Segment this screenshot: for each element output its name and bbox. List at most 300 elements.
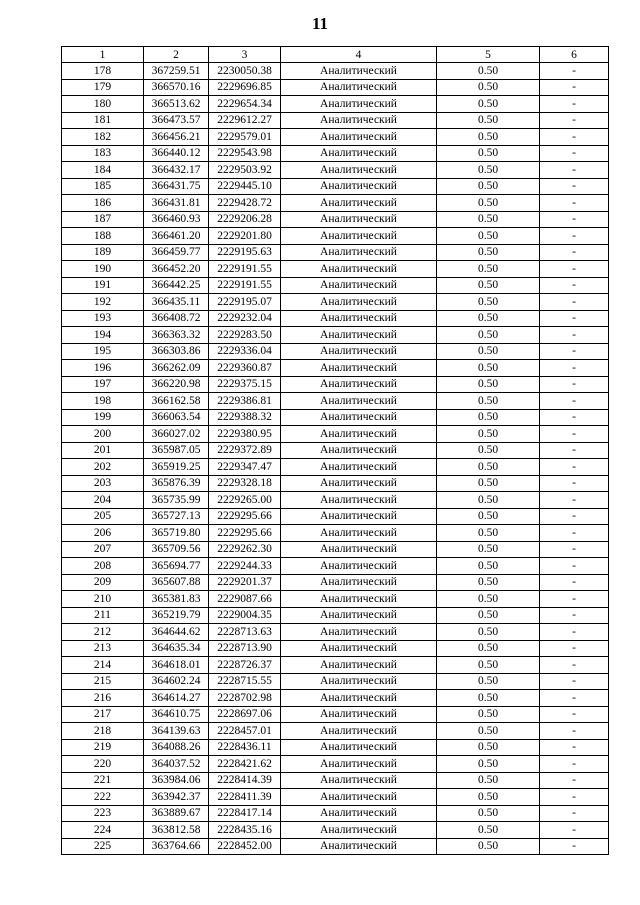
point-number-cell: 222 bbox=[62, 789, 144, 806]
note-cell: - bbox=[540, 310, 609, 327]
x-coordinate-cell: 366432.17 bbox=[144, 162, 209, 179]
note-cell: - bbox=[540, 805, 609, 822]
table-row bbox=[62, 640, 609, 657]
method-cell: Аналитический bbox=[281, 79, 437, 96]
accuracy-cell: 0.50 bbox=[437, 805, 540, 822]
page-number: 11 bbox=[311, 14, 329, 33]
point-number-cell: 191 bbox=[62, 277, 144, 294]
x-coordinate-cell: 366570.16 bbox=[144, 79, 209, 96]
accuracy-cell: 0.50 bbox=[437, 178, 540, 195]
y-coordinate-cell: 2228452.00 bbox=[209, 838, 281, 855]
y-coordinate-cell: 2229386.81 bbox=[209, 393, 281, 410]
point-number-cell: 205 bbox=[62, 508, 144, 525]
note-cell: - bbox=[540, 838, 609, 855]
method-cell: Аналитический bbox=[281, 591, 437, 608]
y-coordinate-cell: 2229347.47 bbox=[209, 459, 281, 476]
accuracy-cell: 0.50 bbox=[437, 376, 540, 393]
table-row bbox=[62, 376, 609, 393]
y-coordinate-cell: 2229445.10 bbox=[209, 178, 281, 195]
note-cell: - bbox=[540, 360, 609, 377]
x-coordinate-cell: 364139.63 bbox=[144, 723, 209, 740]
method-cell: Аналитический bbox=[281, 508, 437, 525]
point-number-cell: 200 bbox=[62, 426, 144, 443]
y-coordinate-cell: 2228713.63 bbox=[209, 624, 281, 641]
accuracy-cell: 0.50 bbox=[437, 607, 540, 624]
note-cell: - bbox=[540, 376, 609, 393]
accuracy-cell: 0.50 bbox=[437, 558, 540, 575]
point-number-cell: 178 bbox=[62, 63, 144, 80]
x-coordinate-cell: 366442.25 bbox=[144, 277, 209, 294]
x-coordinate-cell: 364614.27 bbox=[144, 690, 209, 707]
y-coordinate-cell: 2228457.01 bbox=[209, 723, 281, 740]
accuracy-cell: 0.50 bbox=[437, 541, 540, 558]
accuracy-cell: 0.50 bbox=[437, 79, 540, 96]
note-cell: - bbox=[540, 145, 609, 162]
accuracy-cell: 0.50 bbox=[437, 772, 540, 789]
y-coordinate-cell: 2229201.80 bbox=[209, 228, 281, 245]
column-header: 5 bbox=[437, 47, 540, 63]
method-cell: Аналитический bbox=[281, 162, 437, 179]
accuracy-cell: 0.50 bbox=[437, 327, 540, 344]
y-coordinate-cell: 2229654.34 bbox=[209, 96, 281, 113]
y-coordinate-cell: 2229375.15 bbox=[209, 376, 281, 393]
point-number-cell: 217 bbox=[62, 706, 144, 723]
table-header-row bbox=[62, 47, 609, 63]
note-cell: - bbox=[540, 96, 609, 113]
note-cell: - bbox=[540, 541, 609, 558]
table-row bbox=[62, 541, 609, 558]
table-body bbox=[62, 63, 609, 855]
point-number-cell: 188 bbox=[62, 228, 144, 245]
x-coordinate-cell: 365727.13 bbox=[144, 508, 209, 525]
note-cell: - bbox=[540, 756, 609, 773]
method-cell: Аналитический bbox=[281, 706, 437, 723]
table-row bbox=[62, 343, 609, 360]
x-coordinate-cell: 366440.12 bbox=[144, 145, 209, 162]
method-cell: Аналитический bbox=[281, 228, 437, 245]
x-coordinate-cell: 364610.75 bbox=[144, 706, 209, 723]
method-cell: Аналитический bbox=[281, 63, 437, 80]
table-row bbox=[62, 772, 609, 789]
method-cell: Аналитический bbox=[281, 607, 437, 624]
accuracy-cell: 0.50 bbox=[437, 129, 540, 146]
y-coordinate-cell: 2229612.27 bbox=[209, 112, 281, 129]
y-coordinate-cell: 2229201.37 bbox=[209, 574, 281, 591]
accuracy-cell: 0.50 bbox=[437, 360, 540, 377]
point-number-cell: 221 bbox=[62, 772, 144, 789]
point-number-cell: 206 bbox=[62, 525, 144, 542]
point-number-cell: 209 bbox=[62, 574, 144, 591]
x-coordinate-cell: 366303.86 bbox=[144, 343, 209, 360]
point-number-cell: 214 bbox=[62, 657, 144, 674]
method-cell: Аналитический bbox=[281, 822, 437, 839]
note-cell: - bbox=[540, 343, 609, 360]
x-coordinate-cell: 365919.25 bbox=[144, 459, 209, 476]
method-cell: Аналитический bbox=[281, 640, 437, 657]
point-number-cell: 197 bbox=[62, 376, 144, 393]
x-coordinate-cell: 366431.81 bbox=[144, 195, 209, 212]
y-coordinate-cell: 2229232.04 bbox=[209, 310, 281, 327]
point-number-cell: 196 bbox=[62, 360, 144, 377]
accuracy-cell: 0.50 bbox=[437, 640, 540, 657]
x-coordinate-cell: 366456.21 bbox=[144, 129, 209, 146]
note-cell: - bbox=[540, 525, 609, 542]
table-row bbox=[62, 277, 609, 294]
table-row bbox=[62, 145, 609, 162]
note-cell: - bbox=[540, 244, 609, 261]
accuracy-cell: 0.50 bbox=[437, 145, 540, 162]
table-row bbox=[62, 211, 609, 228]
y-coordinate-cell: 2229696.85 bbox=[209, 79, 281, 96]
column-header: 2 bbox=[144, 47, 209, 63]
table-row bbox=[62, 805, 609, 822]
point-number-cell: 220 bbox=[62, 756, 144, 773]
accuracy-cell: 0.50 bbox=[437, 525, 540, 542]
column-header: 4 bbox=[281, 47, 437, 63]
table-row bbox=[62, 409, 609, 426]
y-coordinate-cell: 2229283.50 bbox=[209, 327, 281, 344]
table-row bbox=[62, 426, 609, 443]
point-number-cell: 211 bbox=[62, 607, 144, 624]
x-coordinate-cell: 366513.62 bbox=[144, 96, 209, 113]
x-coordinate-cell: 363764.66 bbox=[144, 838, 209, 855]
point-number-cell: 187 bbox=[62, 211, 144, 228]
x-coordinate-cell: 364644.62 bbox=[144, 624, 209, 641]
table-row bbox=[62, 657, 609, 674]
accuracy-cell: 0.50 bbox=[437, 624, 540, 641]
accuracy-cell: 0.50 bbox=[437, 195, 540, 212]
note-cell: - bbox=[540, 261, 609, 278]
x-coordinate-cell: 365694.77 bbox=[144, 558, 209, 575]
accuracy-cell: 0.50 bbox=[437, 723, 540, 740]
table-row bbox=[62, 574, 609, 591]
note-cell: - bbox=[540, 442, 609, 459]
note-cell: - bbox=[540, 739, 609, 756]
table-row bbox=[62, 789, 609, 806]
method-cell: Аналитический bbox=[281, 838, 437, 855]
table-row bbox=[62, 261, 609, 278]
note-cell: - bbox=[540, 294, 609, 311]
method-cell: Аналитический bbox=[281, 574, 437, 591]
method-cell: Аналитический bbox=[281, 673, 437, 690]
y-coordinate-cell: 2229295.66 bbox=[209, 508, 281, 525]
point-number-cell: 201 bbox=[62, 442, 144, 459]
table-row bbox=[62, 756, 609, 773]
method-cell: Аналитический bbox=[281, 442, 437, 459]
point-number-cell: 192 bbox=[62, 294, 144, 311]
point-number-cell: 180 bbox=[62, 96, 144, 113]
accuracy-cell: 0.50 bbox=[437, 673, 540, 690]
note-cell: - bbox=[540, 574, 609, 591]
method-cell: Аналитический bbox=[281, 772, 437, 789]
x-coordinate-cell: 366473.57 bbox=[144, 112, 209, 129]
accuracy-cell: 0.50 bbox=[437, 739, 540, 756]
table-row bbox=[62, 690, 609, 707]
column-header: 6 bbox=[540, 47, 609, 63]
point-number-cell: 186 bbox=[62, 195, 144, 212]
note-cell: - bbox=[540, 822, 609, 839]
x-coordinate-cell: 366461.20 bbox=[144, 228, 209, 245]
method-cell: Аналитический bbox=[281, 426, 437, 443]
point-number-cell: 184 bbox=[62, 162, 144, 179]
table-row bbox=[62, 79, 609, 96]
point-number-cell: 207 bbox=[62, 541, 144, 558]
accuracy-cell: 0.50 bbox=[437, 96, 540, 113]
x-coordinate-cell: 363889.67 bbox=[144, 805, 209, 822]
note-cell: - bbox=[540, 673, 609, 690]
note-cell: - bbox=[540, 706, 609, 723]
note-cell: - bbox=[540, 195, 609, 212]
table-row bbox=[62, 822, 609, 839]
point-number-cell: 204 bbox=[62, 492, 144, 509]
x-coordinate-cell: 364037.52 bbox=[144, 756, 209, 773]
note-cell: - bbox=[540, 558, 609, 575]
accuracy-cell: 0.50 bbox=[437, 63, 540, 80]
y-coordinate-cell: 2229372.89 bbox=[209, 442, 281, 459]
table-row bbox=[62, 508, 609, 525]
y-coordinate-cell: 2229360.87 bbox=[209, 360, 281, 377]
y-coordinate-cell: 2229087.66 bbox=[209, 591, 281, 608]
x-coordinate-cell: 365607.88 bbox=[144, 574, 209, 591]
x-coordinate-cell: 365987.05 bbox=[144, 442, 209, 459]
note-cell: - bbox=[540, 657, 609, 674]
table-row bbox=[62, 310, 609, 327]
accuracy-cell: 0.50 bbox=[437, 492, 540, 509]
method-cell: Аналитический bbox=[281, 261, 437, 278]
table-row bbox=[62, 96, 609, 113]
y-coordinate-cell: 2228414.39 bbox=[209, 772, 281, 789]
x-coordinate-cell: 366459.77 bbox=[144, 244, 209, 261]
accuracy-cell: 0.50 bbox=[437, 426, 540, 443]
point-number-cell: 195 bbox=[62, 343, 144, 360]
method-cell: Аналитический bbox=[281, 624, 437, 641]
note-cell: - bbox=[540, 607, 609, 624]
y-coordinate-cell: 2229191.55 bbox=[209, 261, 281, 278]
method-cell: Аналитический bbox=[281, 475, 437, 492]
accuracy-cell: 0.50 bbox=[437, 574, 540, 591]
accuracy-cell: 0.50 bbox=[437, 294, 540, 311]
x-coordinate-cell: 364602.24 bbox=[144, 673, 209, 690]
point-number-cell: 216 bbox=[62, 690, 144, 707]
method-cell: Аналитический bbox=[281, 492, 437, 509]
point-number-cell: 194 bbox=[62, 327, 144, 344]
point-number-cell: 210 bbox=[62, 591, 144, 608]
y-coordinate-cell: 2229244.33 bbox=[209, 558, 281, 575]
table-row bbox=[62, 442, 609, 459]
point-number-cell: 215 bbox=[62, 673, 144, 690]
table-row bbox=[62, 178, 609, 195]
table-row bbox=[62, 294, 609, 311]
table-row bbox=[62, 673, 609, 690]
column-header: 1 bbox=[62, 47, 144, 63]
y-coordinate-cell: 2228702.98 bbox=[209, 690, 281, 707]
table-row bbox=[62, 723, 609, 740]
note-cell: - bbox=[540, 508, 609, 525]
point-number-cell: 181 bbox=[62, 112, 144, 129]
y-coordinate-cell: 2229191.55 bbox=[209, 277, 281, 294]
x-coordinate-cell: 364088.26 bbox=[144, 739, 209, 756]
y-coordinate-cell: 2229336.04 bbox=[209, 343, 281, 360]
point-number-cell: 223 bbox=[62, 805, 144, 822]
x-coordinate-cell: 364618.01 bbox=[144, 657, 209, 674]
note-cell: - bbox=[540, 393, 609, 410]
point-number-cell: 225 bbox=[62, 838, 144, 855]
x-coordinate-cell: 366460.93 bbox=[144, 211, 209, 228]
y-coordinate-cell: 2228411.39 bbox=[209, 789, 281, 806]
accuracy-cell: 0.50 bbox=[437, 228, 540, 245]
accuracy-cell: 0.50 bbox=[437, 211, 540, 228]
note-cell: - bbox=[540, 112, 609, 129]
table-row bbox=[62, 360, 609, 377]
point-number-cell: 189 bbox=[62, 244, 144, 261]
x-coordinate-cell: 366220.98 bbox=[144, 376, 209, 393]
table-row bbox=[62, 228, 609, 245]
note-cell: - bbox=[540, 789, 609, 806]
y-coordinate-cell: 2228421.62 bbox=[209, 756, 281, 773]
x-coordinate-cell: 366262.09 bbox=[144, 360, 209, 377]
point-number-cell: 219 bbox=[62, 739, 144, 756]
x-coordinate-cell: 365719.80 bbox=[144, 525, 209, 542]
note-cell: - bbox=[540, 591, 609, 608]
point-number-cell: 199 bbox=[62, 409, 144, 426]
table-row bbox=[62, 327, 609, 344]
method-cell: Аналитический bbox=[281, 756, 437, 773]
y-coordinate-cell: 2229262.30 bbox=[209, 541, 281, 558]
accuracy-cell: 0.50 bbox=[437, 393, 540, 410]
point-number-cell: 208 bbox=[62, 558, 144, 575]
y-coordinate-cell: 2228715.55 bbox=[209, 673, 281, 690]
x-coordinate-cell: 363942.37 bbox=[144, 789, 209, 806]
method-cell: Аналитический bbox=[281, 327, 437, 344]
point-number-cell: 198 bbox=[62, 393, 144, 410]
method-cell: Аналитический bbox=[281, 723, 437, 740]
accuracy-cell: 0.50 bbox=[437, 277, 540, 294]
point-number-cell: 193 bbox=[62, 310, 144, 327]
accuracy-cell: 0.50 bbox=[437, 442, 540, 459]
note-cell: - bbox=[540, 327, 609, 344]
y-coordinate-cell: 2228417.14 bbox=[209, 805, 281, 822]
method-cell: Аналитический bbox=[281, 657, 437, 674]
point-number-cell: 218 bbox=[62, 723, 144, 740]
x-coordinate-cell: 367259.51 bbox=[144, 63, 209, 80]
point-number-cell: 190 bbox=[62, 261, 144, 278]
method-cell: Аналитический bbox=[281, 360, 437, 377]
accuracy-cell: 0.50 bbox=[437, 244, 540, 261]
method-cell: Аналитический bbox=[281, 294, 437, 311]
table-row bbox=[62, 706, 609, 723]
coordinates-table bbox=[61, 46, 609, 855]
accuracy-cell: 0.50 bbox=[437, 756, 540, 773]
method-cell: Аналитический bbox=[281, 541, 437, 558]
table-row bbox=[62, 459, 609, 476]
x-coordinate-cell: 366431.75 bbox=[144, 178, 209, 195]
method-cell: Аналитический bbox=[281, 112, 437, 129]
method-cell: Аналитический bbox=[281, 178, 437, 195]
y-coordinate-cell: 2229428.72 bbox=[209, 195, 281, 212]
table-row bbox=[62, 129, 609, 146]
x-coordinate-cell: 365735.99 bbox=[144, 492, 209, 509]
accuracy-cell: 0.50 bbox=[437, 822, 540, 839]
method-cell: Аналитический bbox=[281, 310, 437, 327]
y-coordinate-cell: 2228435.16 bbox=[209, 822, 281, 839]
point-number-cell: 182 bbox=[62, 129, 144, 146]
y-coordinate-cell: 2229195.07 bbox=[209, 294, 281, 311]
y-coordinate-cell: 2230050.38 bbox=[209, 63, 281, 80]
y-coordinate-cell: 2229388.32 bbox=[209, 409, 281, 426]
point-number-cell: 202 bbox=[62, 459, 144, 476]
note-cell: - bbox=[540, 459, 609, 476]
note-cell: - bbox=[540, 63, 609, 80]
y-coordinate-cell: 2229004.35 bbox=[209, 607, 281, 624]
table-row bbox=[62, 475, 609, 492]
point-number-cell: 224 bbox=[62, 822, 144, 839]
method-cell: Аналитический bbox=[281, 459, 437, 476]
accuracy-cell: 0.50 bbox=[437, 343, 540, 360]
y-coordinate-cell: 2229195.63 bbox=[209, 244, 281, 261]
method-cell: Аналитический bbox=[281, 690, 437, 707]
accuracy-cell: 0.50 bbox=[437, 706, 540, 723]
accuracy-cell: 0.50 bbox=[437, 690, 540, 707]
x-coordinate-cell: 364635.34 bbox=[144, 640, 209, 657]
x-coordinate-cell: 366363.32 bbox=[144, 327, 209, 344]
x-coordinate-cell: 363984.06 bbox=[144, 772, 209, 789]
accuracy-cell: 0.50 bbox=[437, 310, 540, 327]
table-row bbox=[62, 492, 609, 509]
note-cell: - bbox=[540, 211, 609, 228]
point-number-cell: 213 bbox=[62, 640, 144, 657]
table-row bbox=[62, 558, 609, 575]
y-coordinate-cell: 2228436.11 bbox=[209, 739, 281, 756]
x-coordinate-cell: 365709.56 bbox=[144, 541, 209, 558]
x-coordinate-cell: 365876.39 bbox=[144, 475, 209, 492]
accuracy-cell: 0.50 bbox=[437, 789, 540, 806]
table-row bbox=[62, 838, 609, 855]
y-coordinate-cell: 2228726.37 bbox=[209, 657, 281, 674]
method-cell: Аналитический bbox=[281, 409, 437, 426]
table-row bbox=[62, 112, 609, 129]
note-cell: - bbox=[540, 79, 609, 96]
accuracy-cell: 0.50 bbox=[437, 162, 540, 179]
method-cell: Аналитический bbox=[281, 211, 437, 228]
method-cell: Аналитический bbox=[281, 789, 437, 806]
x-coordinate-cell: 366435.11 bbox=[144, 294, 209, 311]
note-cell: - bbox=[540, 492, 609, 509]
y-coordinate-cell: 2229380.95 bbox=[209, 426, 281, 443]
table-row bbox=[62, 195, 609, 212]
x-coordinate-cell: 365219.79 bbox=[144, 607, 209, 624]
table-row bbox=[62, 393, 609, 410]
method-cell: Аналитический bbox=[281, 376, 437, 393]
y-coordinate-cell: 2229579.01 bbox=[209, 129, 281, 146]
method-cell: Аналитический bbox=[281, 244, 437, 261]
point-number-cell: 185 bbox=[62, 178, 144, 195]
table-row bbox=[62, 607, 609, 624]
table-row bbox=[62, 591, 609, 608]
method-cell: Аналитический bbox=[281, 558, 437, 575]
x-coordinate-cell: 366408.72 bbox=[144, 310, 209, 327]
y-coordinate-cell: 2228697.06 bbox=[209, 706, 281, 723]
note-cell: - bbox=[540, 690, 609, 707]
note-cell: - bbox=[540, 178, 609, 195]
note-cell: - bbox=[540, 624, 609, 641]
method-cell: Аналитический bbox=[281, 343, 437, 360]
point-number-cell: 203 bbox=[62, 475, 144, 492]
note-cell: - bbox=[540, 426, 609, 443]
accuracy-cell: 0.50 bbox=[437, 409, 540, 426]
point-number-cell: 212 bbox=[62, 624, 144, 641]
note-cell: - bbox=[540, 129, 609, 146]
accuracy-cell: 0.50 bbox=[437, 591, 540, 608]
